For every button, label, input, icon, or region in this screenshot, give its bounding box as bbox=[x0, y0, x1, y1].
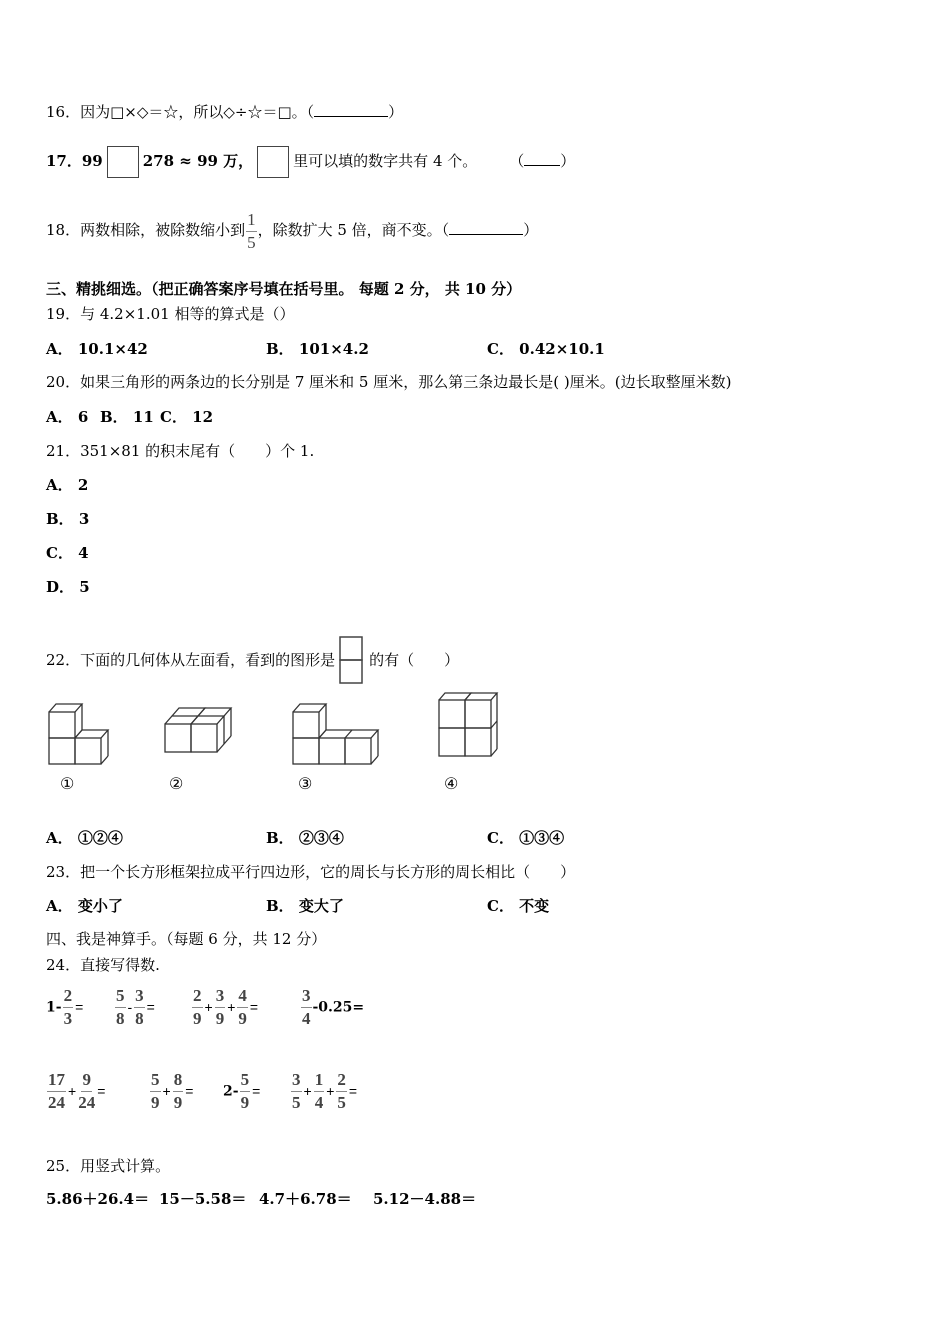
question-22 bbox=[46, 636, 459, 686]
q24-expr-5: $\frac{17}{24}$ + $\frac{9}{24}$ = bbox=[48, 1070, 106, 1112]
q21-option-b[interactable]: B． 3 bbox=[46, 510, 90, 528]
q22-option-b[interactable]: B． ②③④ bbox=[266, 829, 344, 847]
q24-expr-7: 2- $\frac{5}{9}$ = bbox=[223, 1070, 261, 1112]
q22-figure-4 bbox=[436, 690, 502, 762]
q20-option-a[interactable]: A． 6 bbox=[46, 408, 89, 426]
q16-answer-blank[interactable] bbox=[314, 102, 388, 117]
q23-option-b[interactable]: B． 变大了 bbox=[266, 897, 344, 915]
q22-figure-1-label: ① bbox=[60, 774, 75, 793]
question-18 bbox=[46, 210, 538, 252]
section-3-title: 三、精挑细选。（把正确答案序号填在括号里。 每题 2 分， 共 10 分） bbox=[46, 280, 522, 298]
q24-expr-3: $\frac{2}{9}$ + $\frac{3}{9}$ + $\frac{4}{9}$ = bbox=[193, 986, 259, 1028]
q24-expr-1: 1- $\frac{2}{3}$ = bbox=[46, 986, 84, 1028]
q22-figure-2 bbox=[162, 704, 238, 760]
question-20: 20．如果三角形的两条边的长分别是 7 厘米和 5 厘米，那么第三条边最长是( )厘米。(边长取整厘米数) bbox=[46, 373, 732, 391]
q22-post: 的有（ ） bbox=[369, 651, 460, 669]
q16-text: 16．因为□×◇＝☆，所以◇÷☆＝□。（ bbox=[46, 103, 315, 121]
q21-option-a[interactable]: A． 2 bbox=[46, 476, 89, 494]
q20-option-c[interactable]: C． 12 bbox=[160, 408, 214, 426]
question-16 bbox=[46, 102, 403, 122]
q22-option-c[interactable]: C． ①③④ bbox=[487, 829, 565, 847]
q20-option-b[interactable]: B． 11 bbox=[100, 408, 154, 426]
question-19: 19．与 4.2×1.01 相等的算式是（） bbox=[46, 305, 295, 323]
q19-option-c[interactable]: C． 0.42×10.1 bbox=[487, 340, 605, 358]
q18-answer-blank[interactable] bbox=[449, 220, 523, 235]
q18-fraction: $\frac{1}{5}$ bbox=[247, 209, 256, 252]
section-4-title: 四、我是神算手。（每题 6 分，共 12 分） bbox=[46, 930, 327, 948]
q18-post: ，除数扩大 5 倍，商不变。（ bbox=[257, 221, 450, 239]
q17-open: （ bbox=[509, 152, 525, 170]
q25-item-2: 15－5.58＝ bbox=[159, 1190, 247, 1208]
q17-middle: 278 ≈ 99 万， bbox=[142, 152, 254, 170]
q17-number: 17．99 bbox=[46, 152, 103, 170]
q25-item-3: 4.7＋6.78＝ bbox=[259, 1190, 352, 1208]
question-24: 24．直接写得数. bbox=[46, 956, 160, 974]
q17-answer-blank[interactable] bbox=[524, 151, 560, 166]
question-21: 21．351×81 的积末尾有（ ）个 1. bbox=[46, 442, 315, 460]
q17-digit-box[interactable] bbox=[107, 146, 139, 178]
q25-item-1: 5.86＋26.4＝ bbox=[46, 1190, 150, 1208]
q22-pre: 22．下面的几何体从左面看，看到的图形是 bbox=[46, 651, 336, 669]
q22-figure-4-label: ④ bbox=[444, 774, 459, 793]
q24-expr-2: $\frac{5}{8}$ - $\frac{3}{8}$ = bbox=[116, 986, 155, 1028]
q24-expr-4: $\frac{3}{4}$ -0.25= bbox=[302, 986, 365, 1028]
q22-figure-2-label: ② bbox=[169, 774, 184, 793]
q22-figure-3 bbox=[290, 700, 384, 770]
q17-digit-box-ref bbox=[257, 146, 289, 178]
q17-tail: 里可以填的数字共有 4 个。 bbox=[293, 152, 478, 170]
q22-figure-3-label: ③ bbox=[298, 774, 313, 793]
q22-option-a[interactable]: A． ①②④ bbox=[46, 829, 123, 847]
q25-item-4: 5.12－4.88＝ bbox=[373, 1190, 477, 1208]
q17-close: ） bbox=[560, 152, 576, 170]
q18-close: ） bbox=[523, 221, 539, 239]
q22-figure-1 bbox=[46, 700, 116, 770]
q23-option-a[interactable]: A． 变小了 bbox=[46, 897, 123, 915]
q23-option-c[interactable]: C． 不变 bbox=[487, 897, 550, 915]
question-17 bbox=[46, 146, 575, 178]
q24-expr-8: $\frac{3}{5}$ + $\frac{1}{4}$ + $\frac{2}{5}$ = bbox=[292, 1070, 358, 1112]
q21-option-d[interactable]: D． 5 bbox=[46, 578, 90, 596]
q24-expr-6: $\frac{5}{9}$ + $\frac{8}{9}$ = bbox=[151, 1070, 194, 1112]
stacked-squares-icon bbox=[339, 636, 365, 686]
q21-option-c[interactable]: C． 4 bbox=[46, 544, 89, 562]
q18-pre: 18．两数相除，被除数缩小到 bbox=[46, 221, 246, 239]
q19-option-a[interactable]: A． 10.1×42 bbox=[46, 340, 148, 358]
question-25: 25．用竖式计算。 bbox=[46, 1157, 171, 1175]
question-23: 23．把一个长方形框架拉成平行四边形，它的周长与长方形的周长相比（ ） bbox=[46, 863, 576, 881]
q16-close: ） bbox=[388, 103, 404, 121]
q19-option-b[interactable]: B． 101×4.2 bbox=[266, 340, 369, 358]
